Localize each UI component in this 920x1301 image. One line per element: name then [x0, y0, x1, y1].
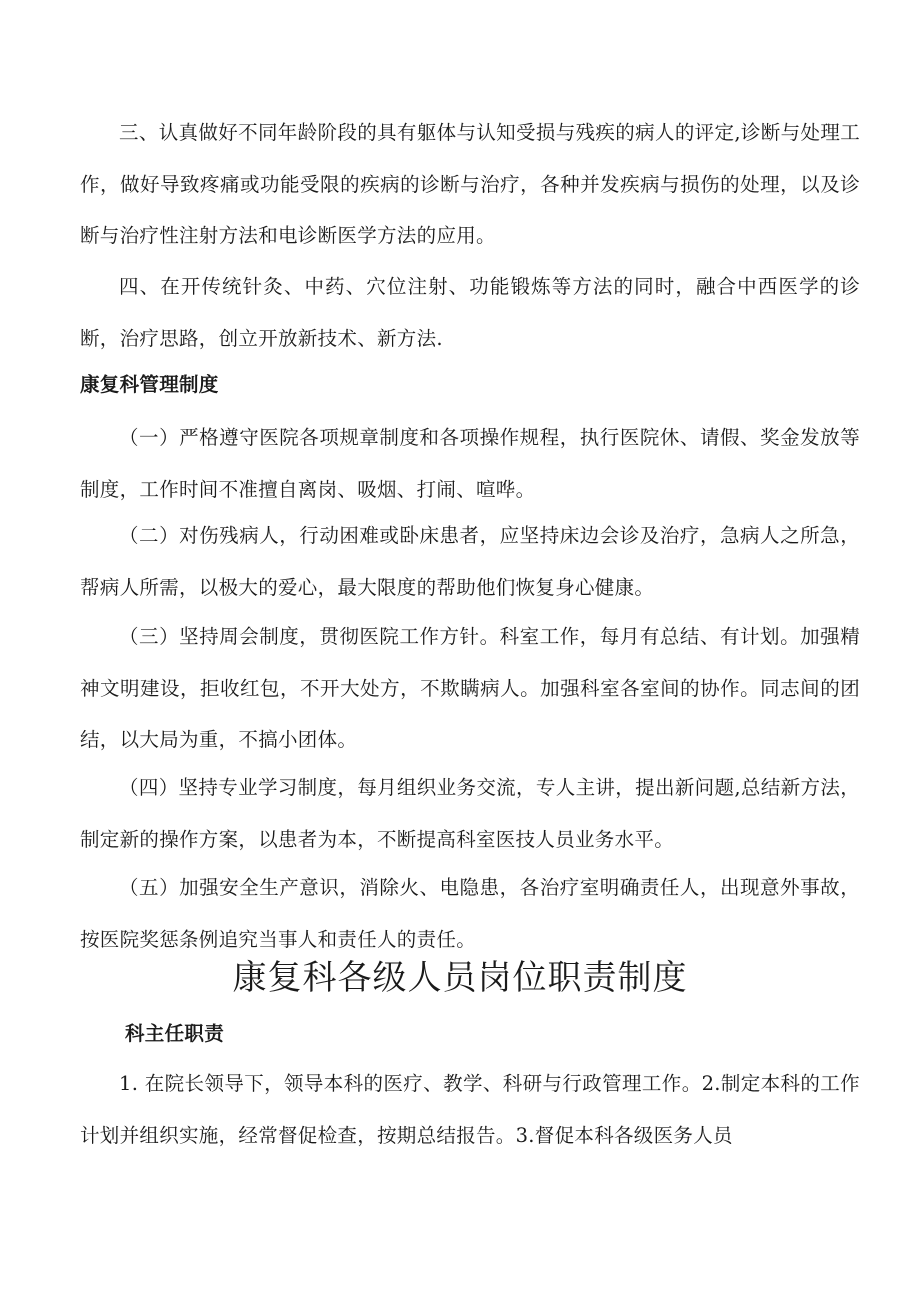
management-item-2: （二）对伤残病人，行动困难或卧床患者，应坚持床边会诊及治疗，急病人之所急，帮病人所需，以极大的爱心，最大限度的帮助他们恢复身心健康。 [80, 524, 860, 599]
management-item-5: （五）加强安全生产意识，消除火、电隐患，各治疗室明确责任人，出现意外事故，按医院奖惩条例追究当事人和责任人的责任。 [80, 876, 860, 951]
management-system-heading: 康复科管理制度 [80, 373, 219, 396]
director-duties-paragraph: 1. 在院长领导下，领导本科的医疗、教学、科研与行政管理工作。2.制定本科的工作计划并组织实施，经常督促检查，按期总结报告。3.督促本科各级医务人员 [80, 1072, 860, 1147]
paragraph-traditional-methods: 四、在开传统针灸、中药、穴位注射、功能锻炼等方法的同时，融合中西医学的诊断，治疗思路，创立开放新技术、新方法. [80, 275, 860, 350]
management-item-4: （四）坚持专业学习制度，每月组织业务交流，专人主讲，提出新问题,总结新方法，制定新的操作方案，以患者为本，不断提高科室医技人员业务水平。 [80, 776, 860, 851]
management-item-3: （三）坚持周会制度，贯彻医院工作方针。科室工作，每月有总结、有计划。加强精神文明建设，拒收红包，不开大处方，不欺瞒病人。加强科室各室间的协作。同志间的团结，以大局为重，不搞小团体。 [80, 625, 860, 751]
management-item-1: （一）严格遵守医院各项规章制度和各项操作规程，执行医院休、请假、奖金发放等制度，工作时间不准擅自离岗、吸烟、打闹、喧哗。 [80, 426, 860, 501]
director-duties-heading: 科主任职责 [125, 1022, 225, 1045]
duties-system-title: 康复科各级人员岗位职责制度 [232, 958, 688, 998]
paragraph-evaluation-diagnosis: 三、认真做好不同年龄阶段的具有躯体与认知受损与残疾的病人的评定,诊断与处理工作，做好导致疼痛或功能受限的疾病的诊断与治疗，各种并发疾病与损伤的处理，以及诊断与治疗性注射方法和电诊断医学方法的应用。 [80, 121, 860, 247]
